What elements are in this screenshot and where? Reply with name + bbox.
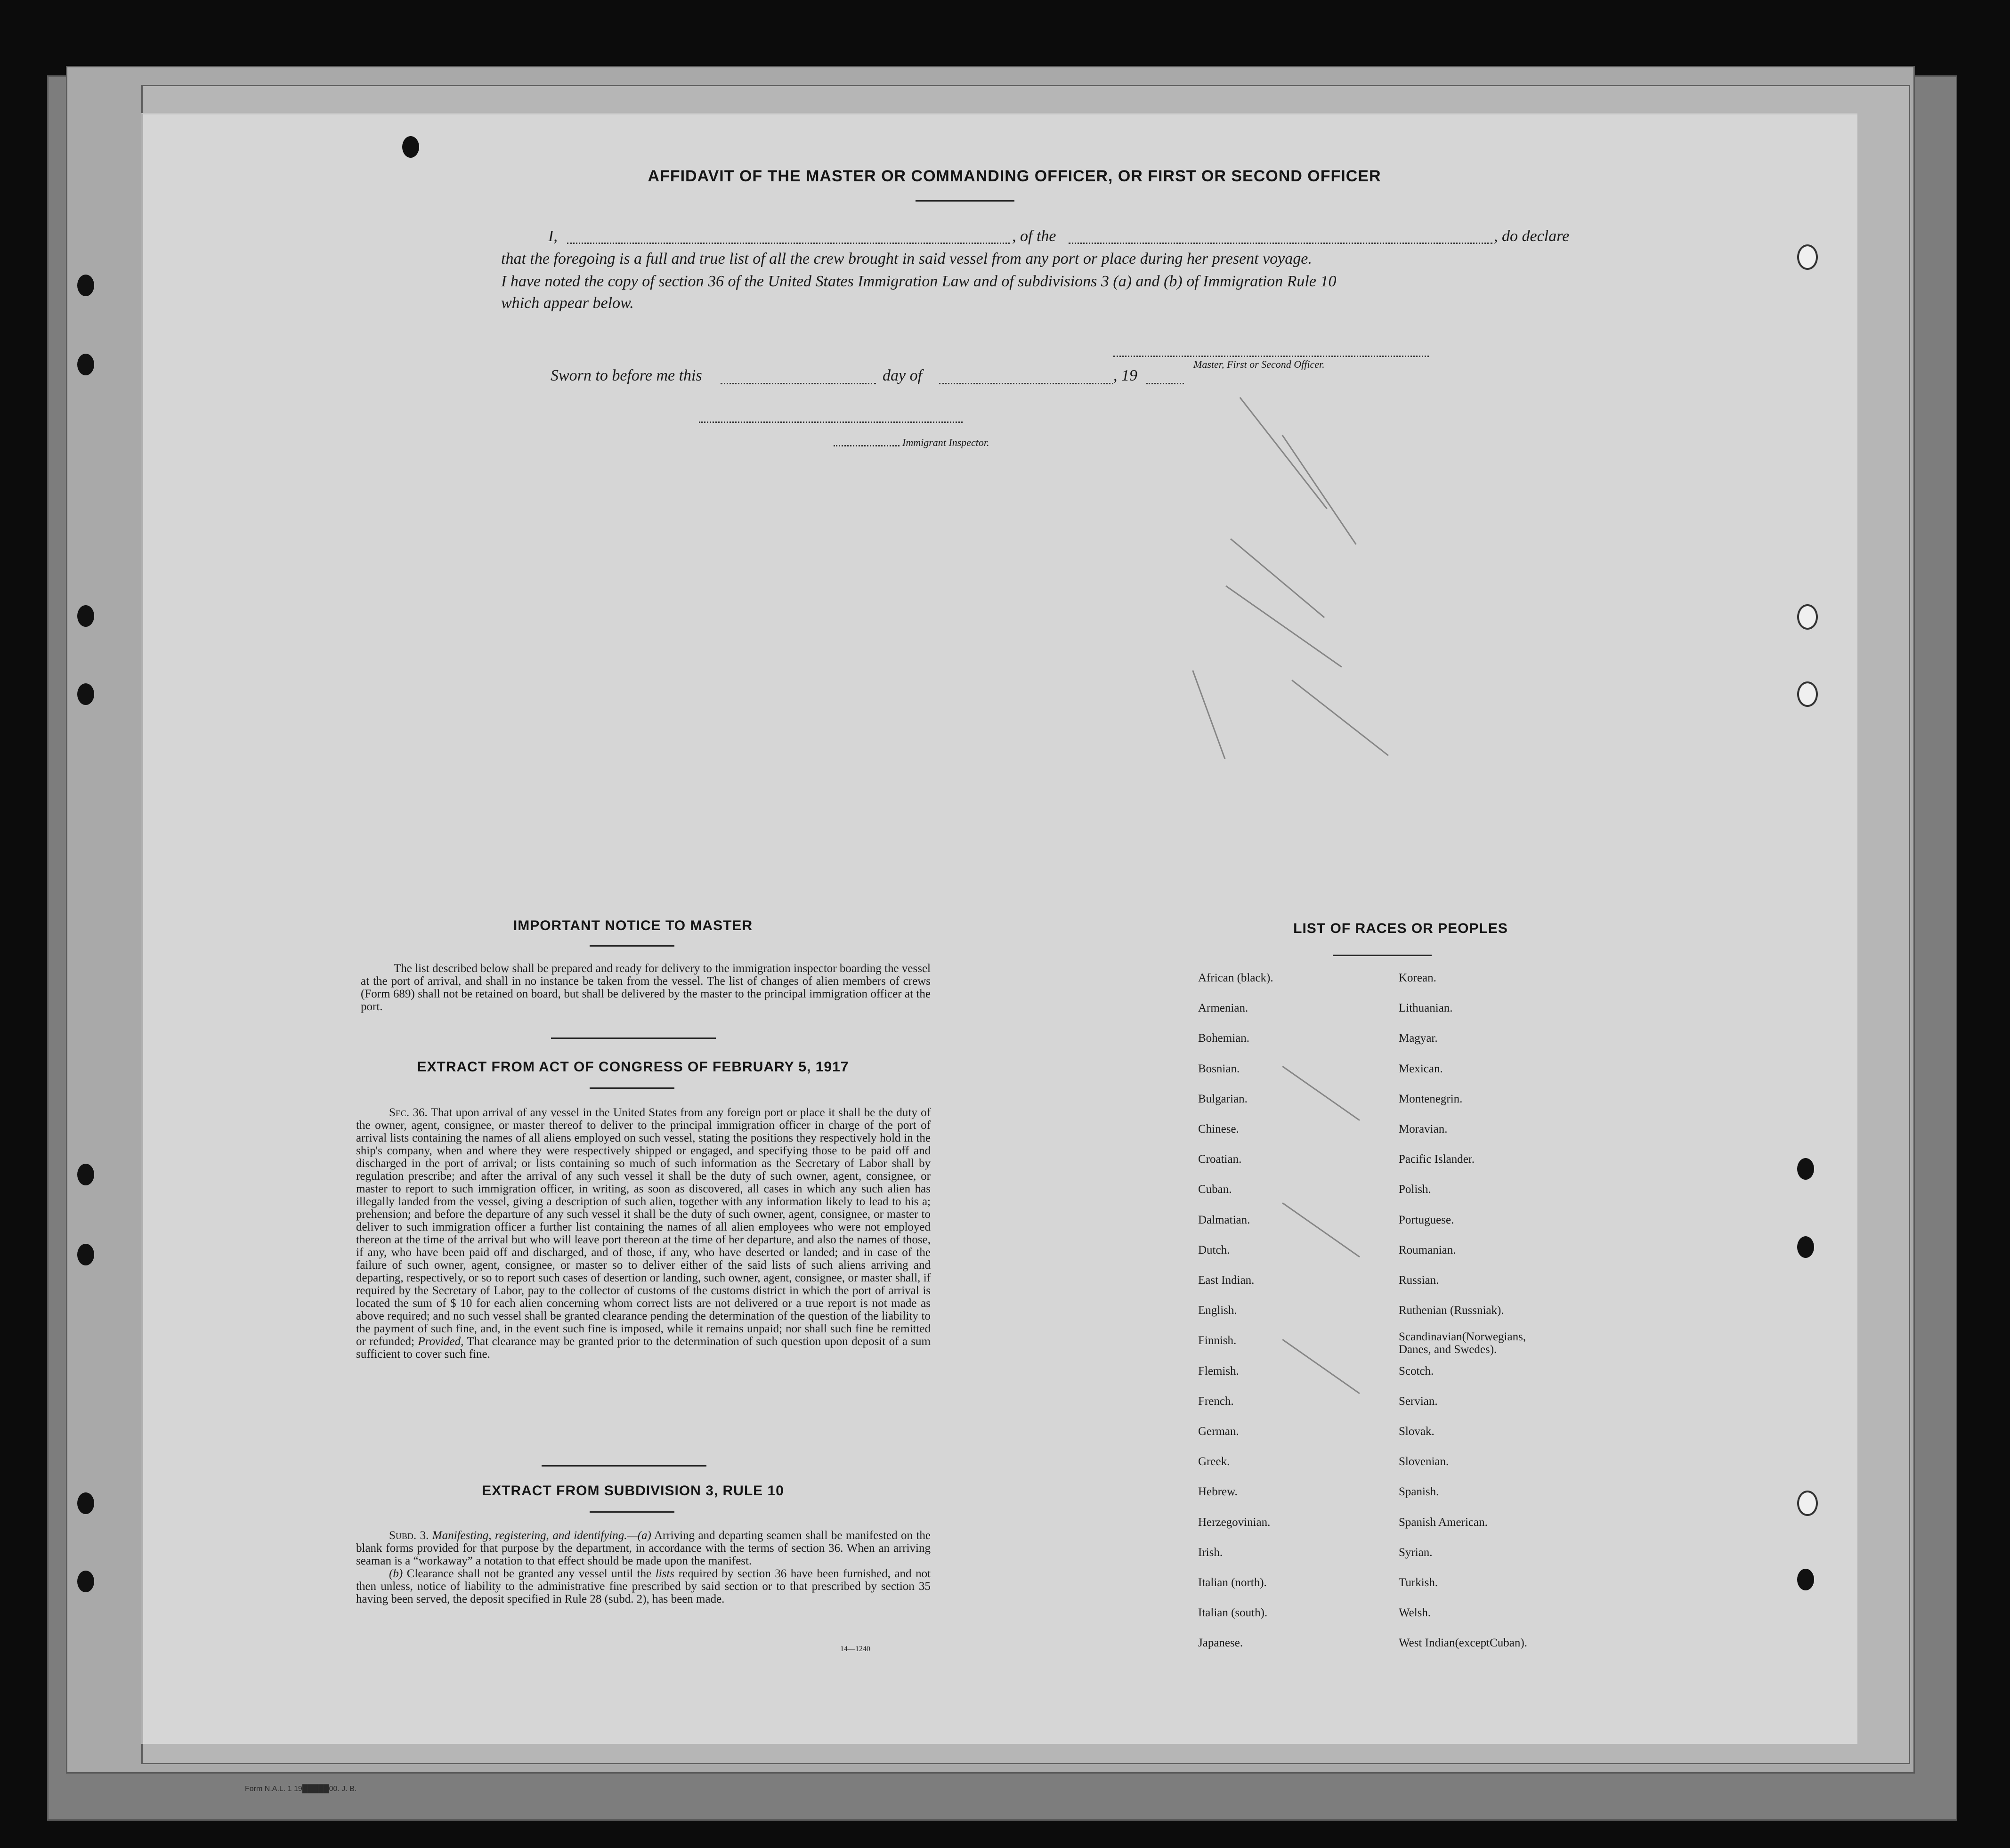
races-title: LIST OF RACES OR PEOPLES bbox=[1293, 921, 1508, 936]
race-item: Spanish. bbox=[1399, 1485, 1439, 1499]
race-item: Dalmatian. bbox=[1198, 1213, 1250, 1226]
race-item: Slovak. bbox=[1399, 1425, 1435, 1438]
signature-line bbox=[1113, 356, 1429, 357]
rule-title-rule bbox=[590, 1511, 674, 1513]
vessel-field-line bbox=[1069, 243, 1492, 244]
pencil-mark bbox=[1192, 670, 1225, 759]
rule-subd-label: Subd. 3. bbox=[389, 1529, 429, 1542]
affidavit-i-label: I, bbox=[548, 227, 558, 245]
act-text-block bbox=[356, 1106, 931, 1361]
section-divider bbox=[551, 1037, 716, 1039]
pencil-mark bbox=[1282, 1339, 1360, 1394]
rule-b-label: (b) bbox=[389, 1567, 403, 1580]
punch-hole bbox=[77, 683, 94, 705]
inspector-signature-line bbox=[699, 421, 963, 423]
race-item: Russian. bbox=[1399, 1274, 1439, 1287]
punch-hole bbox=[1797, 681, 1818, 707]
document-page bbox=[141, 113, 1857, 1744]
act-rule bbox=[590, 1087, 674, 1089]
race-item: Syrian. bbox=[1399, 1546, 1433, 1559]
year-label: , 19 bbox=[1113, 367, 1137, 384]
sworn-month-line bbox=[939, 383, 1113, 384]
punch-hole bbox=[77, 354, 94, 375]
pencil-mark bbox=[1291, 680, 1389, 756]
punch-hole bbox=[77, 605, 94, 627]
rule-text-block bbox=[356, 1529, 931, 1605]
affidavit-declare-label: , do declare bbox=[1494, 227, 1570, 245]
race-item: Montenegrin. bbox=[1399, 1092, 1463, 1105]
race-item: Bohemian. bbox=[1198, 1032, 1250, 1045]
punch-hole bbox=[1797, 1236, 1814, 1258]
race-item: Italian (south). bbox=[1198, 1606, 1268, 1620]
rule-paragraph-a bbox=[356, 1529, 931, 1567]
race-item: Servian. bbox=[1399, 1394, 1438, 1408]
punch-hole bbox=[77, 275, 94, 296]
notice-paragraph: The list described below shall be prepared and ready for delivery to the immigration inspector boarding the vessel at the port of arrival, and shall in no instance be taken from the vessel. The list of changes of alien members of crews (Form 689) shall not be retained on board, but shall be delivered by the master to the principal immigration officer at the port. bbox=[361, 962, 931, 1013]
race-item: German. bbox=[1198, 1425, 1239, 1438]
pencil-mark bbox=[1230, 538, 1325, 618]
pencil-mark bbox=[1282, 435, 1357, 545]
act-title: EXTRACT FROM ACT OF CONGRESS OF FEBRUARY 5, 1917 bbox=[417, 1059, 849, 1075]
race-item: Armenian. bbox=[1198, 1002, 1248, 1015]
race-item: French. bbox=[1198, 1394, 1234, 1408]
races-rule bbox=[1333, 955, 1432, 956]
race-item: Greek. bbox=[1198, 1455, 1230, 1468]
race-item: Finnish. bbox=[1198, 1334, 1237, 1347]
section-divider bbox=[542, 1465, 706, 1467]
rule-title: EXTRACT FROM SUBDIVISION 3, RULE 10 bbox=[482, 1483, 784, 1499]
race-item: Turkish. bbox=[1399, 1576, 1438, 1589]
pencil-mark bbox=[1282, 1066, 1360, 1121]
sworn-label: Sworn to before me this bbox=[551, 367, 702, 384]
title-rule bbox=[916, 200, 1014, 202]
punch-hole bbox=[1797, 604, 1818, 630]
inspector-short-line bbox=[834, 445, 900, 446]
rule-b-text-2: required by section 36 have been furnished, and not then unless, notice of liability to the administrative fine prescribed by said section or to that prescribed by section 35 having been served, the deposit specified in Rule 28 (subd. 2), has been made. bbox=[356, 1567, 931, 1605]
race-item: Croatian. bbox=[1198, 1153, 1242, 1166]
day-of-label: day of bbox=[883, 367, 923, 384]
race-item: Lithuanian. bbox=[1399, 1002, 1453, 1015]
race-item: Portuguese. bbox=[1399, 1213, 1454, 1226]
notice-text bbox=[361, 962, 931, 1013]
punch-hole bbox=[77, 1571, 94, 1592]
notice-rule bbox=[590, 945, 674, 947]
race-item: Magyar. bbox=[1399, 1032, 1438, 1045]
act-sec-label: Sec. 36. bbox=[389, 1106, 428, 1119]
act-text-end: That clearance may be granted prior to the determination of such question upon deposit of a sum sufficient to cover such fine. bbox=[356, 1335, 931, 1361]
footer-form-number: Form N.A.L. 1 19█████00. J. B. bbox=[245, 1785, 357, 1793]
pencil-mark bbox=[1225, 585, 1342, 668]
race-item: Ruthenian (Russniak). bbox=[1399, 1304, 1504, 1317]
race-item: Scandinavian(Norwegians, Danes, and Swedes). bbox=[1399, 1330, 1526, 1356]
race-item: Slovenian. bbox=[1399, 1455, 1449, 1468]
rule-b-lists: lists bbox=[655, 1567, 675, 1580]
punch-hole bbox=[77, 1244, 94, 1265]
race-item: Bulgarian. bbox=[1198, 1092, 1248, 1105]
race-item: Polish. bbox=[1399, 1183, 1431, 1196]
race-item: Chinese. bbox=[1198, 1123, 1239, 1135]
punch-hole bbox=[1797, 1158, 1814, 1180]
signature-caption: Master, First or Second Officer. bbox=[1193, 358, 1325, 370]
punch-hole bbox=[1797, 1491, 1818, 1516]
race-item: Moravian. bbox=[1399, 1123, 1448, 1135]
race-item: African (black). bbox=[1198, 972, 1273, 984]
affidavit-of-the-label: , of the bbox=[1012, 227, 1056, 245]
notice-title: IMPORTANT NOTICE TO MASTER bbox=[513, 918, 753, 933]
race-item: Welsh. bbox=[1399, 1606, 1431, 1620]
race-item: Korean. bbox=[1399, 972, 1436, 984]
race-item: Pacific Islander. bbox=[1399, 1153, 1475, 1166]
name-field-line bbox=[567, 243, 1010, 244]
rule-subd-text: Arriving and departing seamen shall be manifested on the blank forms provided for that purpose by the department, in accordance with the terms of section 36. When an arriving seaman is a “workaway” a notation to that effect should be made upon the manifest. bbox=[356, 1529, 931, 1567]
rule-b-text-1: Clearance shall not be granted any vessel until the bbox=[406, 1567, 652, 1580]
inspector-caption: Immigrant Inspector. bbox=[902, 437, 989, 448]
race-item: Flemish. bbox=[1198, 1364, 1239, 1378]
race-item: Spanish American. bbox=[1399, 1516, 1488, 1529]
race-item: Mexican. bbox=[1399, 1062, 1443, 1075]
punch-hole bbox=[77, 1492, 94, 1514]
form-code: 14—1240 bbox=[840, 1645, 870, 1653]
act-paragraph bbox=[356, 1106, 931, 1361]
act-text: That upon arrival of any vessel in the United States from any foreign port or place it shall be the duty of the owner, agent, consignee, or master thereof to deliver to the principal immigration officer in charge of the port of arrival lists containing the names of all aliens employed on such vessel, stating the positions they respectively hold in the ship's company, when and where they were respectively shipped or engaged, and specifying those to be paid off and discharged in the port of arrival; or lists containing so much of such information as the Secretary of Labor shall by regulation prescribe; and after the arrival of any such vessel it shall be the duty of such owner, agent, consignee, or master to report to such immigration officer, in writing, as soon as discovered, all cases in which any such alien has illegally landed from the vessel, giving a description of such alien, together with any information likely to lead to his a; prehension; and before the departure of any such vessel it shall be the duty of such owner, agent, consignee, or master to deliver to such immigration officer a further list containing the names of all alien employees who were not employed thereon at the time of the arrival but who will leave port thereon at the time of her departure, and also the names of those, if any, who have been paid off and discharged, and of those, if any, who have deserted or landed; and in case of the failure of such owner, agent, consignee, or master so to deliver either of the said lists of such aliens arriving and departing, respectively, or so to report such cases of desertion or landing, such owner, agent, consignee, or master shall, if required by the Secretary of Labor, pay to the collector of customs of the customs district in which the port of arrival is located the sum of $ 10 for each alien concerning whom correct lists are not delivered or a true report is not made as above required; and no such vessel shall be granted clearance pending the determination of the question of the liability to the payment of such fine, and, in the event such fine is imposed, while it remains unpaid; nor shall such fine be remitted or refunded; bbox=[356, 1106, 931, 1348]
race-item: Cuban. bbox=[1198, 1183, 1232, 1196]
sworn-day-line bbox=[721, 383, 876, 384]
affidavit-line-2: that the foregoing is a full and true list of all the crew brought in said vessel from any port or place during her present voyage. bbox=[501, 250, 1312, 267]
race-item: Bosnian. bbox=[1198, 1062, 1240, 1075]
race-item: West Indian(exceptCuban). bbox=[1399, 1637, 1527, 1650]
rule-paragraph-b bbox=[356, 1567, 931, 1605]
affidavit-title: AFFIDAVIT OF THE MASTER OR COMMANDING OFFICER, OR FIRST OR SECOND OFFICER bbox=[648, 167, 1381, 185]
race-item: Italian (north). bbox=[1198, 1576, 1267, 1589]
punch-hole bbox=[77, 1164, 94, 1185]
race-item: East Indian. bbox=[1198, 1274, 1255, 1287]
act-provided: Provided, bbox=[418, 1335, 464, 1348]
pencil-mark bbox=[1282, 1202, 1360, 1257]
race-item: English. bbox=[1198, 1304, 1237, 1317]
punch-hole bbox=[402, 136, 419, 158]
race-item: Irish. bbox=[1198, 1546, 1223, 1559]
affidavit-line-3: I have noted the copy of section 36 of the United States Immigration Law and of subdivisions 3 (a) and (b) of Immigration Rule 10 bbox=[501, 273, 1337, 290]
race-item: Herzegovinian. bbox=[1198, 1516, 1271, 1529]
race-item: Japanese. bbox=[1198, 1637, 1243, 1650]
pencil-mark bbox=[1240, 397, 1328, 509]
rule-subd-heading: Manifesting, registering, and identifying.—(a) bbox=[432, 1529, 651, 1542]
race-item: Hebrew. bbox=[1198, 1485, 1238, 1499]
affidavit-line-4: which appear below. bbox=[501, 294, 634, 312]
race-item: Roumanian. bbox=[1399, 1243, 1456, 1256]
punch-hole bbox=[1797, 1569, 1814, 1590]
race-item: Scotch. bbox=[1399, 1364, 1434, 1378]
race-item: Dutch. bbox=[1198, 1243, 1230, 1256]
year-line bbox=[1146, 383, 1184, 384]
punch-hole bbox=[1797, 244, 1818, 270]
